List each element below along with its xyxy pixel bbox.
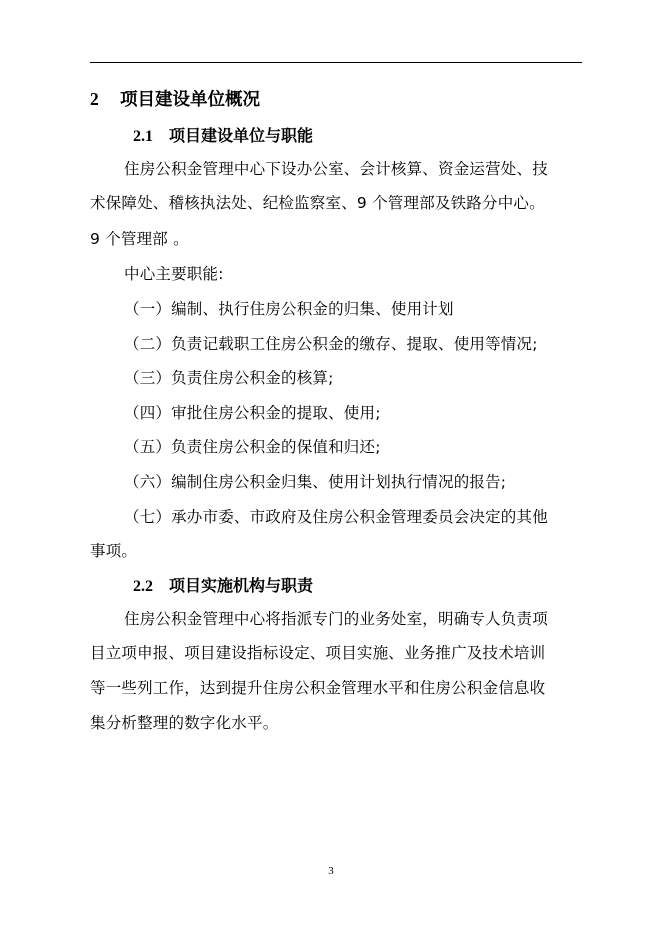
paragraph-line: 集分析整理的数字化水平。 xyxy=(90,714,279,732)
section-heading xyxy=(90,86,260,111)
duty-item: （四）审批住房公积金的提取、使用; xyxy=(124,404,381,422)
duty-item: （六）编制住房公积金归集、使用计划执行情况的报告; xyxy=(124,473,507,491)
subsection-title: 项目建设单位与职能 xyxy=(169,126,314,145)
paragraph-line: 住房公积金管理中心将指派专门的业务处室，明确专人负责项 xyxy=(124,610,548,628)
section-number: 2 xyxy=(90,89,99,109)
subsection-heading-2-2 xyxy=(133,573,313,596)
paragraph-line: 住房公积金管理中心下设办公室、会计核算、资金运营处、技 xyxy=(124,160,548,178)
subsection-number: 2.1 xyxy=(133,128,153,145)
subsection-title: 项目实施机构与职责 xyxy=(169,576,314,595)
header-rule xyxy=(90,62,582,63)
duty-item-continuation: 事项。 xyxy=(90,542,138,560)
duty-item: （一）编制、执行住房公积金的归集、使用计划 xyxy=(124,300,454,318)
subsection-heading-2-1 xyxy=(133,123,313,146)
section-title: 项目建设单位概况 xyxy=(120,90,260,110)
duty-item: （三）负责住房公积金的核算; xyxy=(124,369,334,387)
duties-intro: 中心主要职能: xyxy=(124,265,224,283)
paragraph-line: 术保障处、稽核执法处、纪检监察室、9 个管理部及铁路分中心。 xyxy=(90,194,545,212)
paragraph-line: 9 个管理部 。 xyxy=(90,230,189,248)
subsection-number: 2.2 xyxy=(133,578,153,595)
paragraph-line: 等一些列工作，达到提升住房公积金管理水平和住房公积金信息收 xyxy=(90,679,546,697)
duty-item: （七）承办市委、市政府及住房公积金管理委员会决定的其他 xyxy=(124,508,548,526)
duty-item: （二）负责记载职工住房公积金的缴存、提取、使用等情况; xyxy=(124,335,538,353)
page-number: 3 xyxy=(328,865,334,877)
duty-item: （五）负责住房公积金的保值和归还; xyxy=(124,438,381,456)
paragraph-line: 目立项申报、项目建设指标设定、项目实施、业务推广及技术培训 xyxy=(90,644,546,662)
